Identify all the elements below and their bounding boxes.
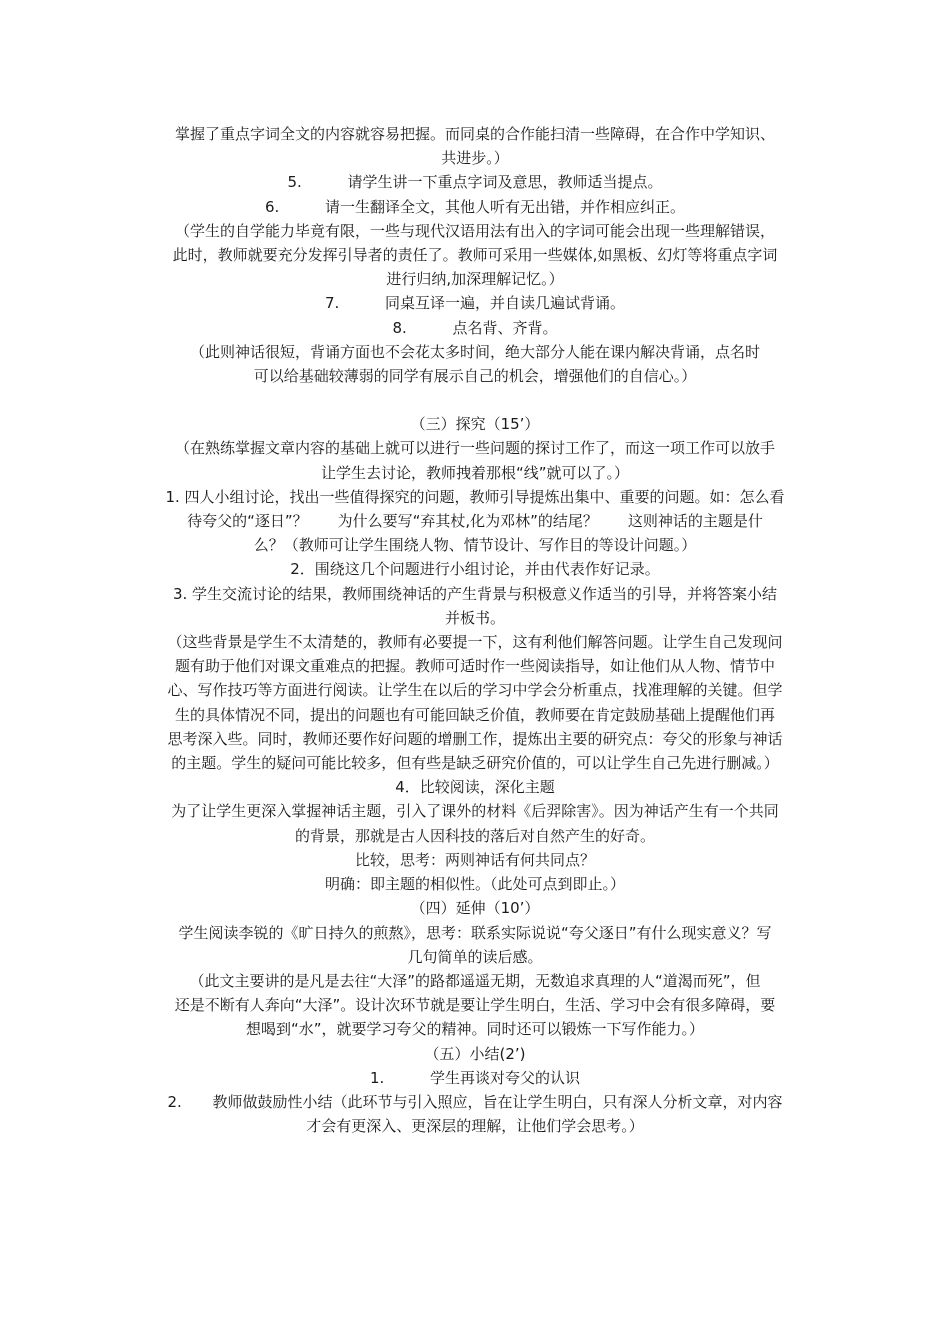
text-line: 进行归纳,加深理解记忆。） [386,270,564,289]
document-page [140,122,810,1138]
blank-line [140,388,810,412]
numbered-step [140,316,810,340]
text-line: 让学生去讨论，教师拽着那根“线”就可以了。） [320,463,630,482]
numbered-step [140,1066,810,1090]
text-line: （在熟练掌握文章内容的基础上就可以进行一些问题的探讨工作了，而这一项工作可以放手 [174,439,775,458]
step-number: 6. [264,197,280,216]
text-line: 为了让学生更深入掌握神话主题，引入了课外的材料《后羿除害》。因为神话产生有一个共同 [171,802,779,821]
text-line: 掌握了重点字词全文的内容就容易把握。而同桌的合作能扫清一些障碍，在合作中学知识、 [174,125,775,143]
text-line: 才会有更深入、更深层的理解，让他们学会思考。） [306,1117,644,1136]
text-line: 可以给基础较薄弱的同学有展示自己的机会，增强他们的自信心。） [253,367,697,386]
step-text: 教师做鼓励性小结（此环节与引入照应，旨在让学生明白，只有深人分析文章，对内容 [212,1092,783,1111]
text-line: 生的具体情况不同，提出的问题也有可能回缺乏价值，教师要在肯定鼓励基础上提醒他们再 [174,705,775,724]
text-line: 并板书。 [444,608,505,627]
step-text: 同桌互译一遍，并自读几遍试背诵。 [384,294,625,313]
text-line: 还是不断有人奔向“大泽”。设计次环节就是要让学生明白，生活、学习中会有很多障碍，要 [174,996,776,1015]
step-number: 5. [287,173,302,192]
step-text: 请一生翻译全文，其他人听有无出错，并作相应纠正。 [324,197,685,216]
text-line: 想喝到“水”，就要学习夸父的精神。同时还可以锻炼一下写作能力。） [245,1020,705,1039]
text-line: （学生的自学能力毕竟有限，一些与现代汉语用法有出入的字词可能会出现一些理解错误， [174,221,775,240]
text-line: 4．比较阅读，深化主题 [395,778,555,797]
text-line: 比较，思考：两则神话有何共同点？ [354,850,595,869]
section-heading: （三）探究（15’） [410,415,540,434]
text-line: 的背景，那就是古人因科技的落后对自然产生的好奇。 [294,826,655,845]
numbered-step [140,1090,810,1114]
text-line: 此时，教师就要充分发挥引导者的责任了。教师可采用一些媒体,如黑板、幻灯等将重点字词 [172,246,778,265]
text-line: 2．围绕这几个问题进行小组讨论，并由代表作好记录。 [290,560,660,579]
text-line: 1. 四人小组讨论，找出一些值得探究的问题，教师引导提炼出集中、重要的问题。如：怎么看 [165,487,785,506]
numbered-step [140,170,810,194]
section-heading: （五）小结(2’) [424,1044,526,1063]
step-number: 8. [392,318,407,337]
numbered-step [140,195,810,219]
text-line: 学生阅读李锐的《旷日持久的煎熬》，思考：联系实际说说“夸父逐日”有什么现实意义？写 [178,923,772,942]
text-line: （这些背景是学生不太清楚的，教师有必要提一下，这有利他们解答问题。让学生自己发现问 [167,633,783,652]
text-line: 共进步。） [441,149,509,168]
text-line: 思考深入些。同时，教师还要作好问题的增删工作，提炼出主要的研究点：夸父的形象与神话 [167,729,783,748]
text-line: 明确：即主题的相似性。（此处可点到即止。） [324,875,625,894]
step-text: 学生再谈对夸父的认识 [429,1068,580,1087]
text-line: 3. 学生交流讨论的结果，教师围绕神话的产生背景与积极意义作适当的引导，并将答案小结 [172,584,778,603]
text-line: 么？（教师可让学生围绕人物、情节设计、写作目的等设计问题。） [253,536,697,555]
text-line: （此文主要讲的是凡是去往“大泽”的路都遥遥无期，无数追求真理的人“道渴而死”，但 [189,971,761,990]
section-heading: （四）延伸（10’） [410,899,540,918]
step-number: 7. [324,294,340,313]
text-line: （此则神话很短，背诵方面也不会花太多时间，绝大部分人能在课内解决背诵，点名时 [189,342,760,361]
text-line: 的主题。学生的疑问可能比较多，但有些是缺乏研究价值的，可以让学生自己先进行删减。） [171,754,779,773]
numbered-step [140,291,810,315]
text-line: 几句简单的读后感。 [407,947,543,966]
text-line: 心、写作技巧等方面进行阅读。让学生在以后的学习中学会分析重点，找准理解的关键。但学 [167,681,783,700]
text-line: 题有助于他们对课文重难点的把握。教师可适时作一些阅读指导，如让他们从人物、情节中 [174,657,775,676]
step-number: 1. [369,1068,385,1087]
step-text: 点名背、齐背。 [452,318,558,337]
text-line: 待夸父的“逐日”？ 为什么要写“弃其杖,化为邓林”的结尾？ 这则神话的主题是什 [187,512,763,531]
step-text: 请学生讲一下重点字词及意思，教师适当提点。 [347,173,663,192]
step-number: 2. [167,1092,182,1111]
